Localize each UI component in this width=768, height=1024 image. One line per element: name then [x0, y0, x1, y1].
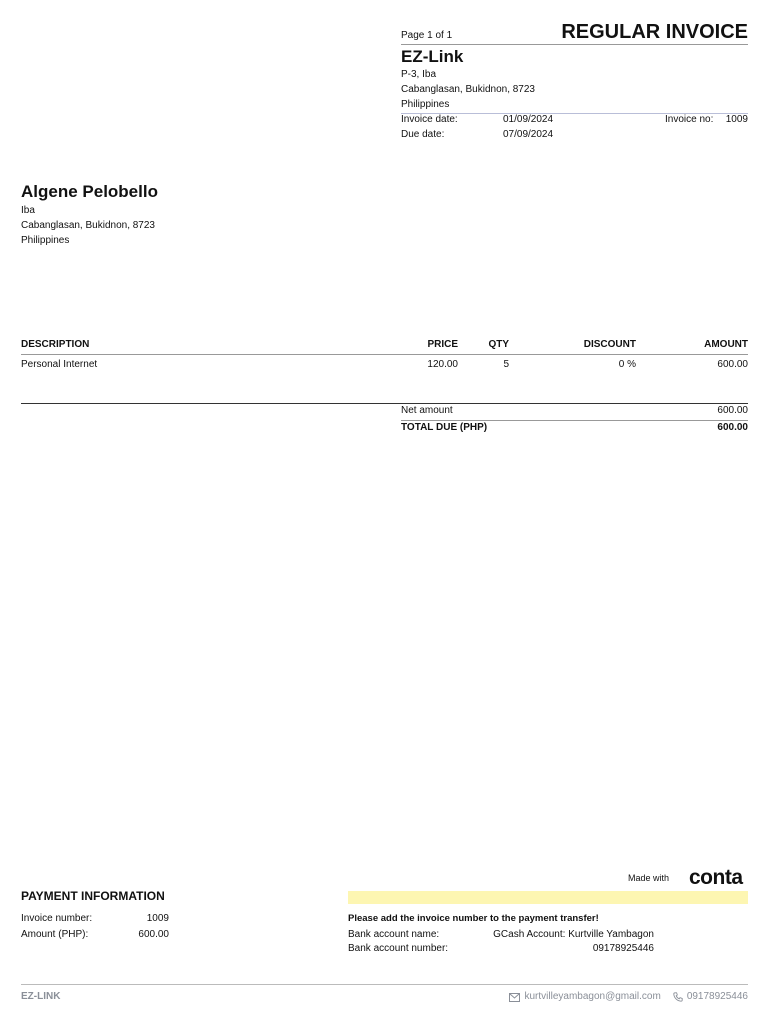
bank-account-number-value: 09178925446 — [592, 943, 654, 954]
footer-phone[interactable]: 09178925446 — [686, 991, 748, 1002]
column-header-discount: DISCOUNT — [583, 339, 636, 350]
bank-account-name-label: Bank account name: — [348, 929, 440, 940]
invoice-date-label: Invoice date: — [401, 114, 458, 125]
row-amount: 600.00 — [717, 359, 748, 370]
bank-account-name-value: GCash Account: Kurtville Yambagon — [493, 929, 654, 940]
payment-invoice-number-label: Invoice number: — [21, 913, 93, 924]
customer-address-line2: Cabanglasan, Bukidnon, 8723 — [21, 220, 155, 231]
customer-name: Algene Pelobello — [21, 182, 158, 201]
phone-icon — [673, 992, 683, 1002]
column-header-price: PRICE — [427, 339, 458, 350]
customer-address-line3: Philippines — [21, 235, 70, 246]
made-with-label: Made with — [627, 873, 669, 883]
bank-account-number-label: Bank account number: — [348, 943, 449, 954]
customer-address-line1: Iba — [21, 205, 35, 216]
payment-invoice-number-value: 1009 — [146, 913, 169, 924]
due-date-label: Due date: — [401, 129, 445, 140]
table-bottom-divider — [21, 403, 748, 404]
payment-notice-highlight — [348, 891, 748, 904]
row-qty: 5 — [503, 359, 509, 370]
page-counter: Page 1 of 1 — [401, 30, 453, 41]
net-amount-label: Net amount — [401, 405, 453, 416]
net-amount-value: 600.00 — [717, 405, 748, 416]
payment-amount-value: 600.00 — [138, 929, 169, 940]
invoice-no-label: Invoice no: — [665, 114, 714, 125]
header-divider — [401, 44, 748, 45]
footer-email[interactable]: kurtvilleyambagon@gmail.com — [524, 991, 661, 1002]
column-header-amount: AMOUNT — [704, 339, 748, 350]
total-due-label: TOTAL DUE (PHP) — [401, 422, 488, 433]
company-address-line2: Cabanglasan, Bukidnon, 8723 — [401, 84, 535, 95]
footer-company: EZ-LINK — [21, 991, 61, 1002]
due-date-value: 07/09/2024 — [503, 129, 554, 140]
row-discount: 0 % — [618, 359, 636, 370]
footer-divider — [21, 984, 748, 985]
company-address-line1: P-3, Iba — [401, 69, 437, 80]
company-name: EZ-Link — [401, 47, 464, 66]
company-address-line3: Philippines — [401, 99, 450, 110]
footer-contact — [509, 990, 748, 1004]
invoice-no-value: 1009 — [725, 114, 748, 125]
table-header-divider — [21, 354, 748, 355]
payment-info-title: PAYMENT INFORMATION — [21, 889, 165, 903]
column-header-qty: QTY — [488, 339, 509, 350]
conta-logo: conta — [689, 866, 743, 889]
envelope-icon — [509, 993, 520, 1002]
payment-amount-label: Amount (PHP): — [21, 929, 89, 940]
invoice-date-value: 01/09/2024 — [503, 114, 554, 125]
row-price: 120.00 — [427, 359, 458, 370]
column-header-description: DESCRIPTION — [21, 339, 90, 350]
invoice-type-title: REGULAR INVOICE — [561, 21, 748, 43]
row-description: Personal Internet — [21, 359, 98, 370]
payment-notice: Please add the invoice number to the payment transfer! — [348, 913, 599, 924]
total-due-value: 600.00 — [717, 422, 748, 433]
